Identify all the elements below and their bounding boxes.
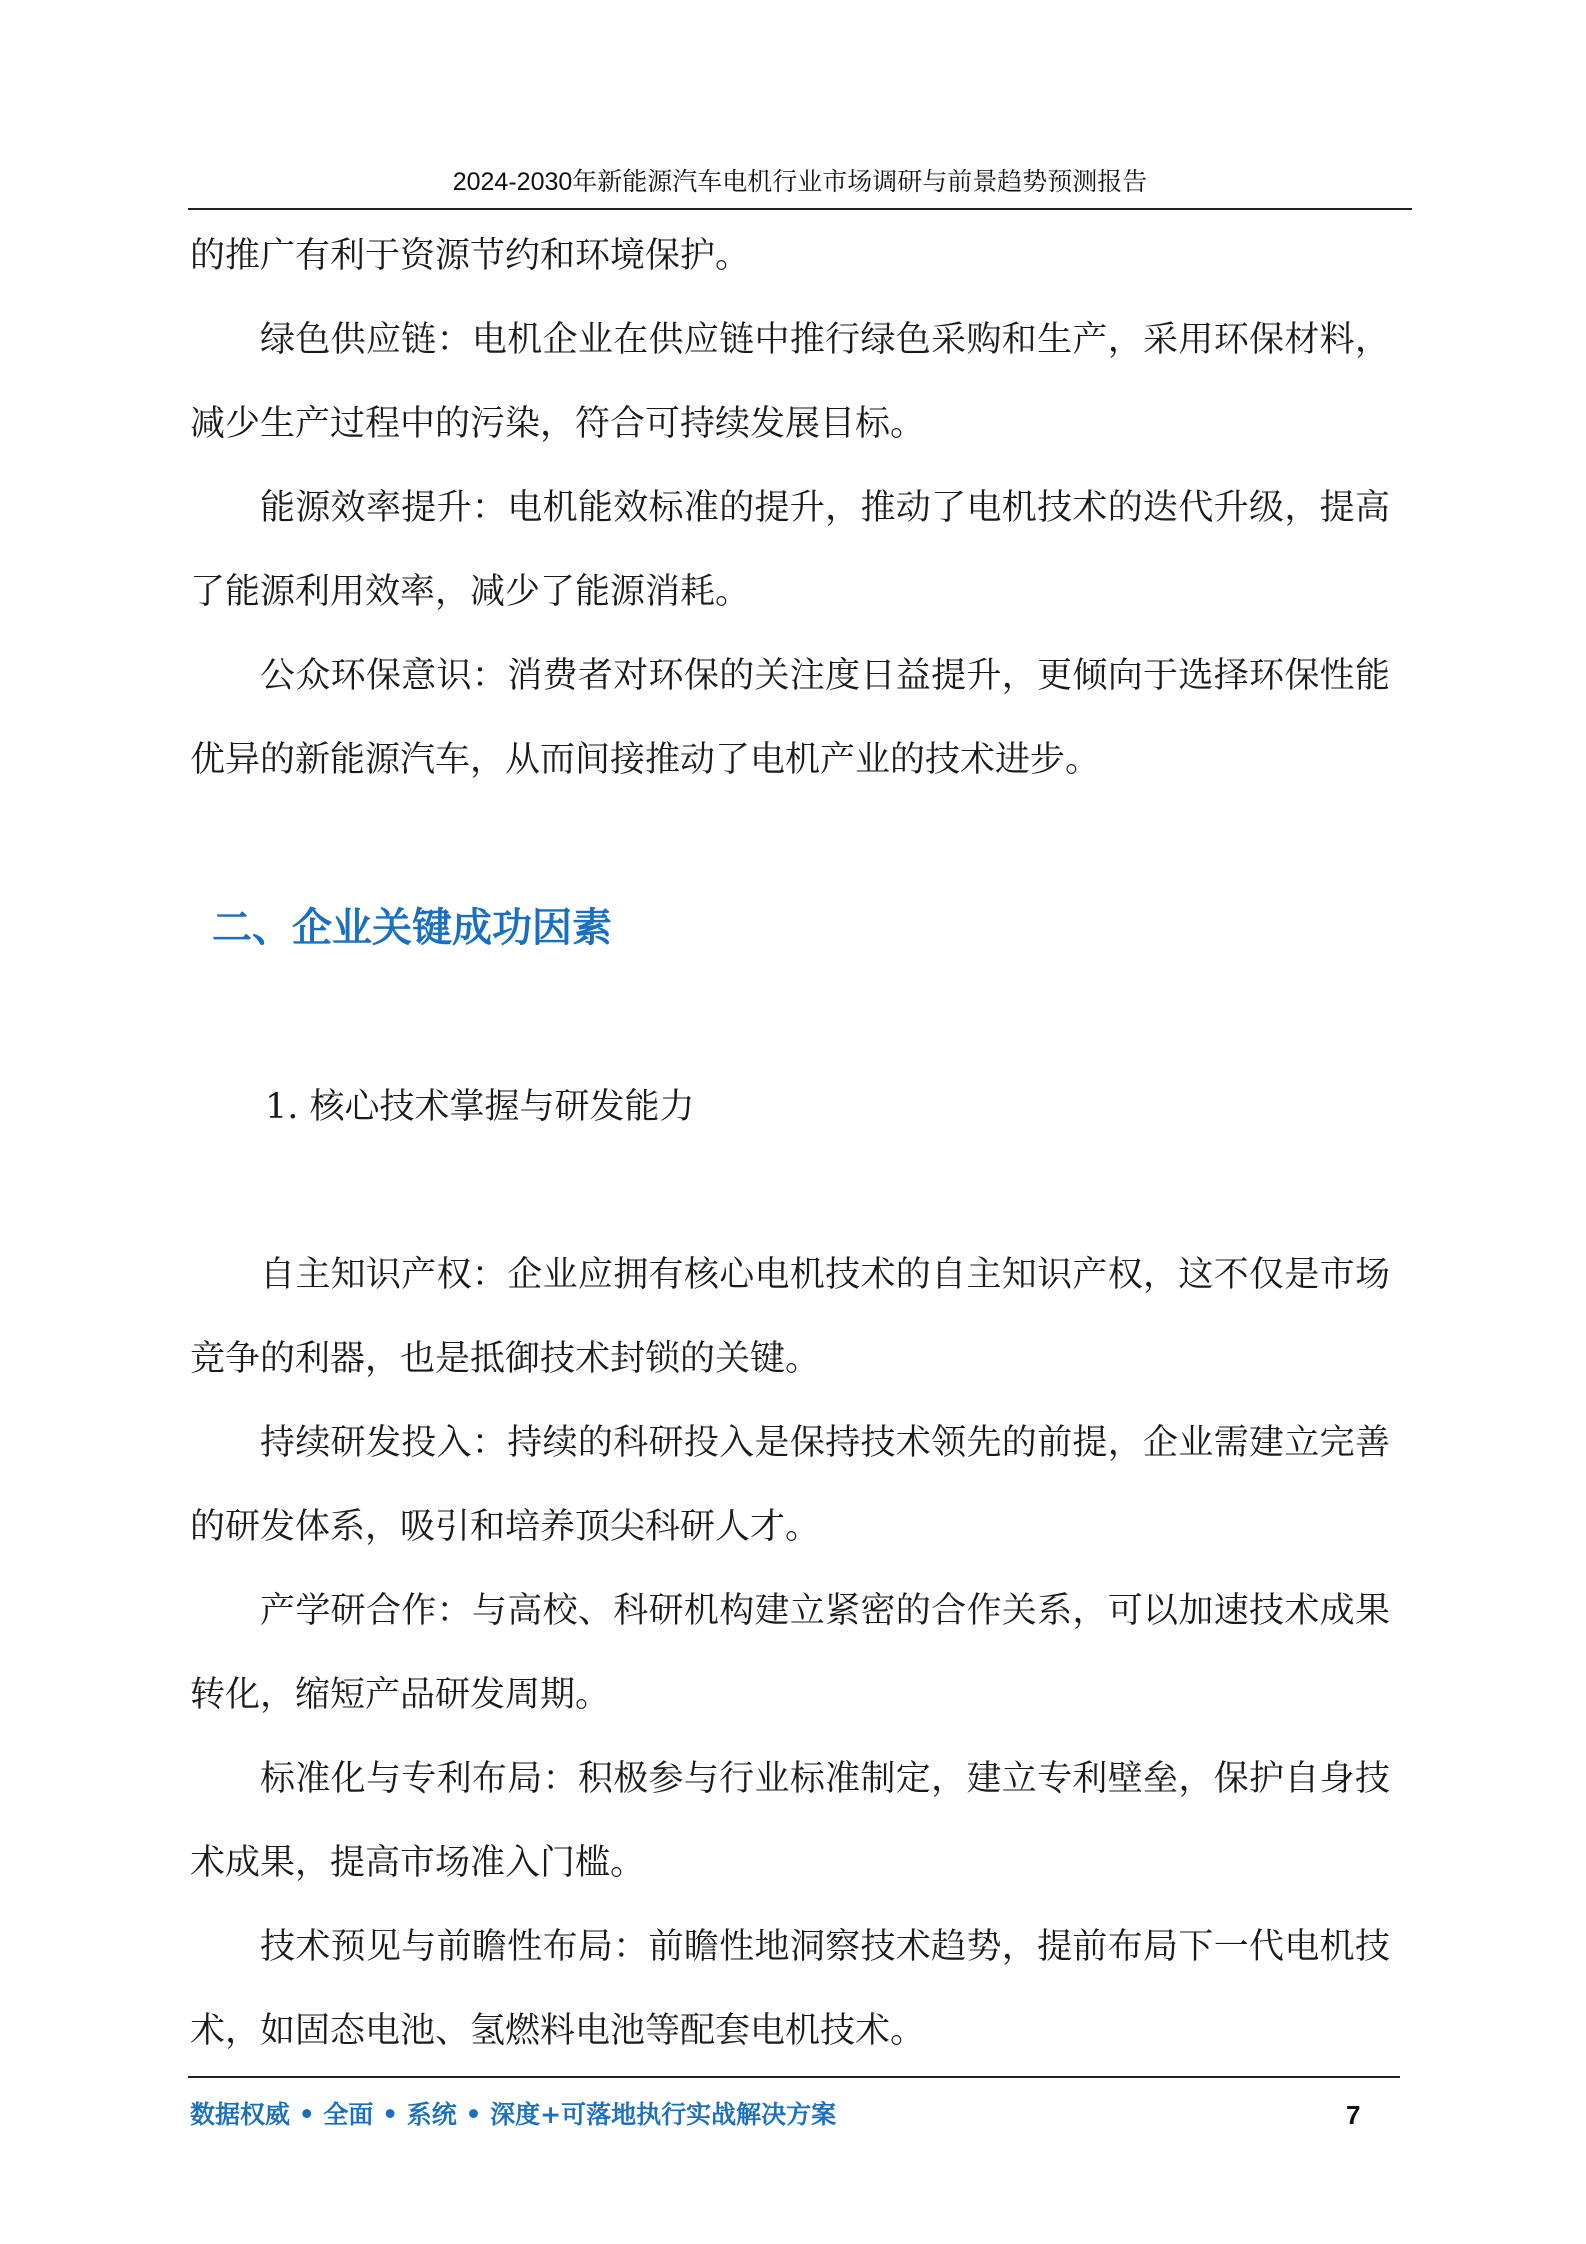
- paragraph: 的推广有利于资源节约和环境保护。: [190, 236, 751, 276]
- page-number: 7: [1346, 2100, 1361, 2130]
- subsection-title: 1. 核心技术掌握与研发能力: [265, 1087, 695, 1127]
- footer-divider: [188, 2076, 1400, 2078]
- footer-slogan: 数据权威 • 全面 • 系统 • 深度+可落地执行实战解决方案: [190, 2100, 837, 2129]
- paragraph-ip: 自主知识产权：企业应拥有核心电机技术的自主知识产权，这不仅是市场竞争的利器，也是抵御技术封锁的关键。: [190, 1255, 1390, 1379]
- paragraph-foresight: 技术预见与前瞻性布局：前瞻性地洞察技术趋势，提前布局下一代电机技术，如固态电池、氢燃料电池等配套电机技术。: [190, 1927, 1390, 2051]
- report-title: 2024-2030年新能源汽车电机行业市场调研与前景趋势预测报告: [452, 168, 1148, 196]
- paragraph-public-awareness: 公众环保意识：消费者对环保的关注度日益提升，更倾向于选择环保性能优异的新能源汽车，从而间接推动了电机产业的技术进步。: [190, 656, 1390, 780]
- paragraph-rd-investment: 持续研发投入：持续的科研投入是保持技术领先的前提，企业需建立完善的研发体系，吸引和培养顶尖科研人才。: [190, 1423, 1390, 1547]
- paragraph-cooperation: 产学研合作：与高校、科研机构建立紧密的合作关系，可以加速技术成果转化，缩短产品研发周期。: [190, 1591, 1390, 1715]
- body-text-top: [190, 214, 1390, 802]
- paragraph-energy-efficiency: 能源效率提升：电机能效标准的提升，推动了电机技术的迭代升级，提高了能源利用效率，减少了能源消耗。: [190, 488, 1390, 612]
- section-title: 二、企业关键成功因素: [212, 905, 612, 951]
- paragraph-green-supply-chain: 绿色供应链：电机企业在供应链中推行绿色采购和生产，采用环保材料，减少生产过程中的污染，符合可持续发展目标。: [190, 320, 1390, 444]
- body-text-bottom: [190, 1233, 1390, 2073]
- page-header: [188, 162, 1412, 210]
- paragraph-standardization: 标准化与专利布局：积极参与行业标准制定，建立专利壁垒，保护自身技术成果，提高市场准入门槛。: [190, 1759, 1390, 1883]
